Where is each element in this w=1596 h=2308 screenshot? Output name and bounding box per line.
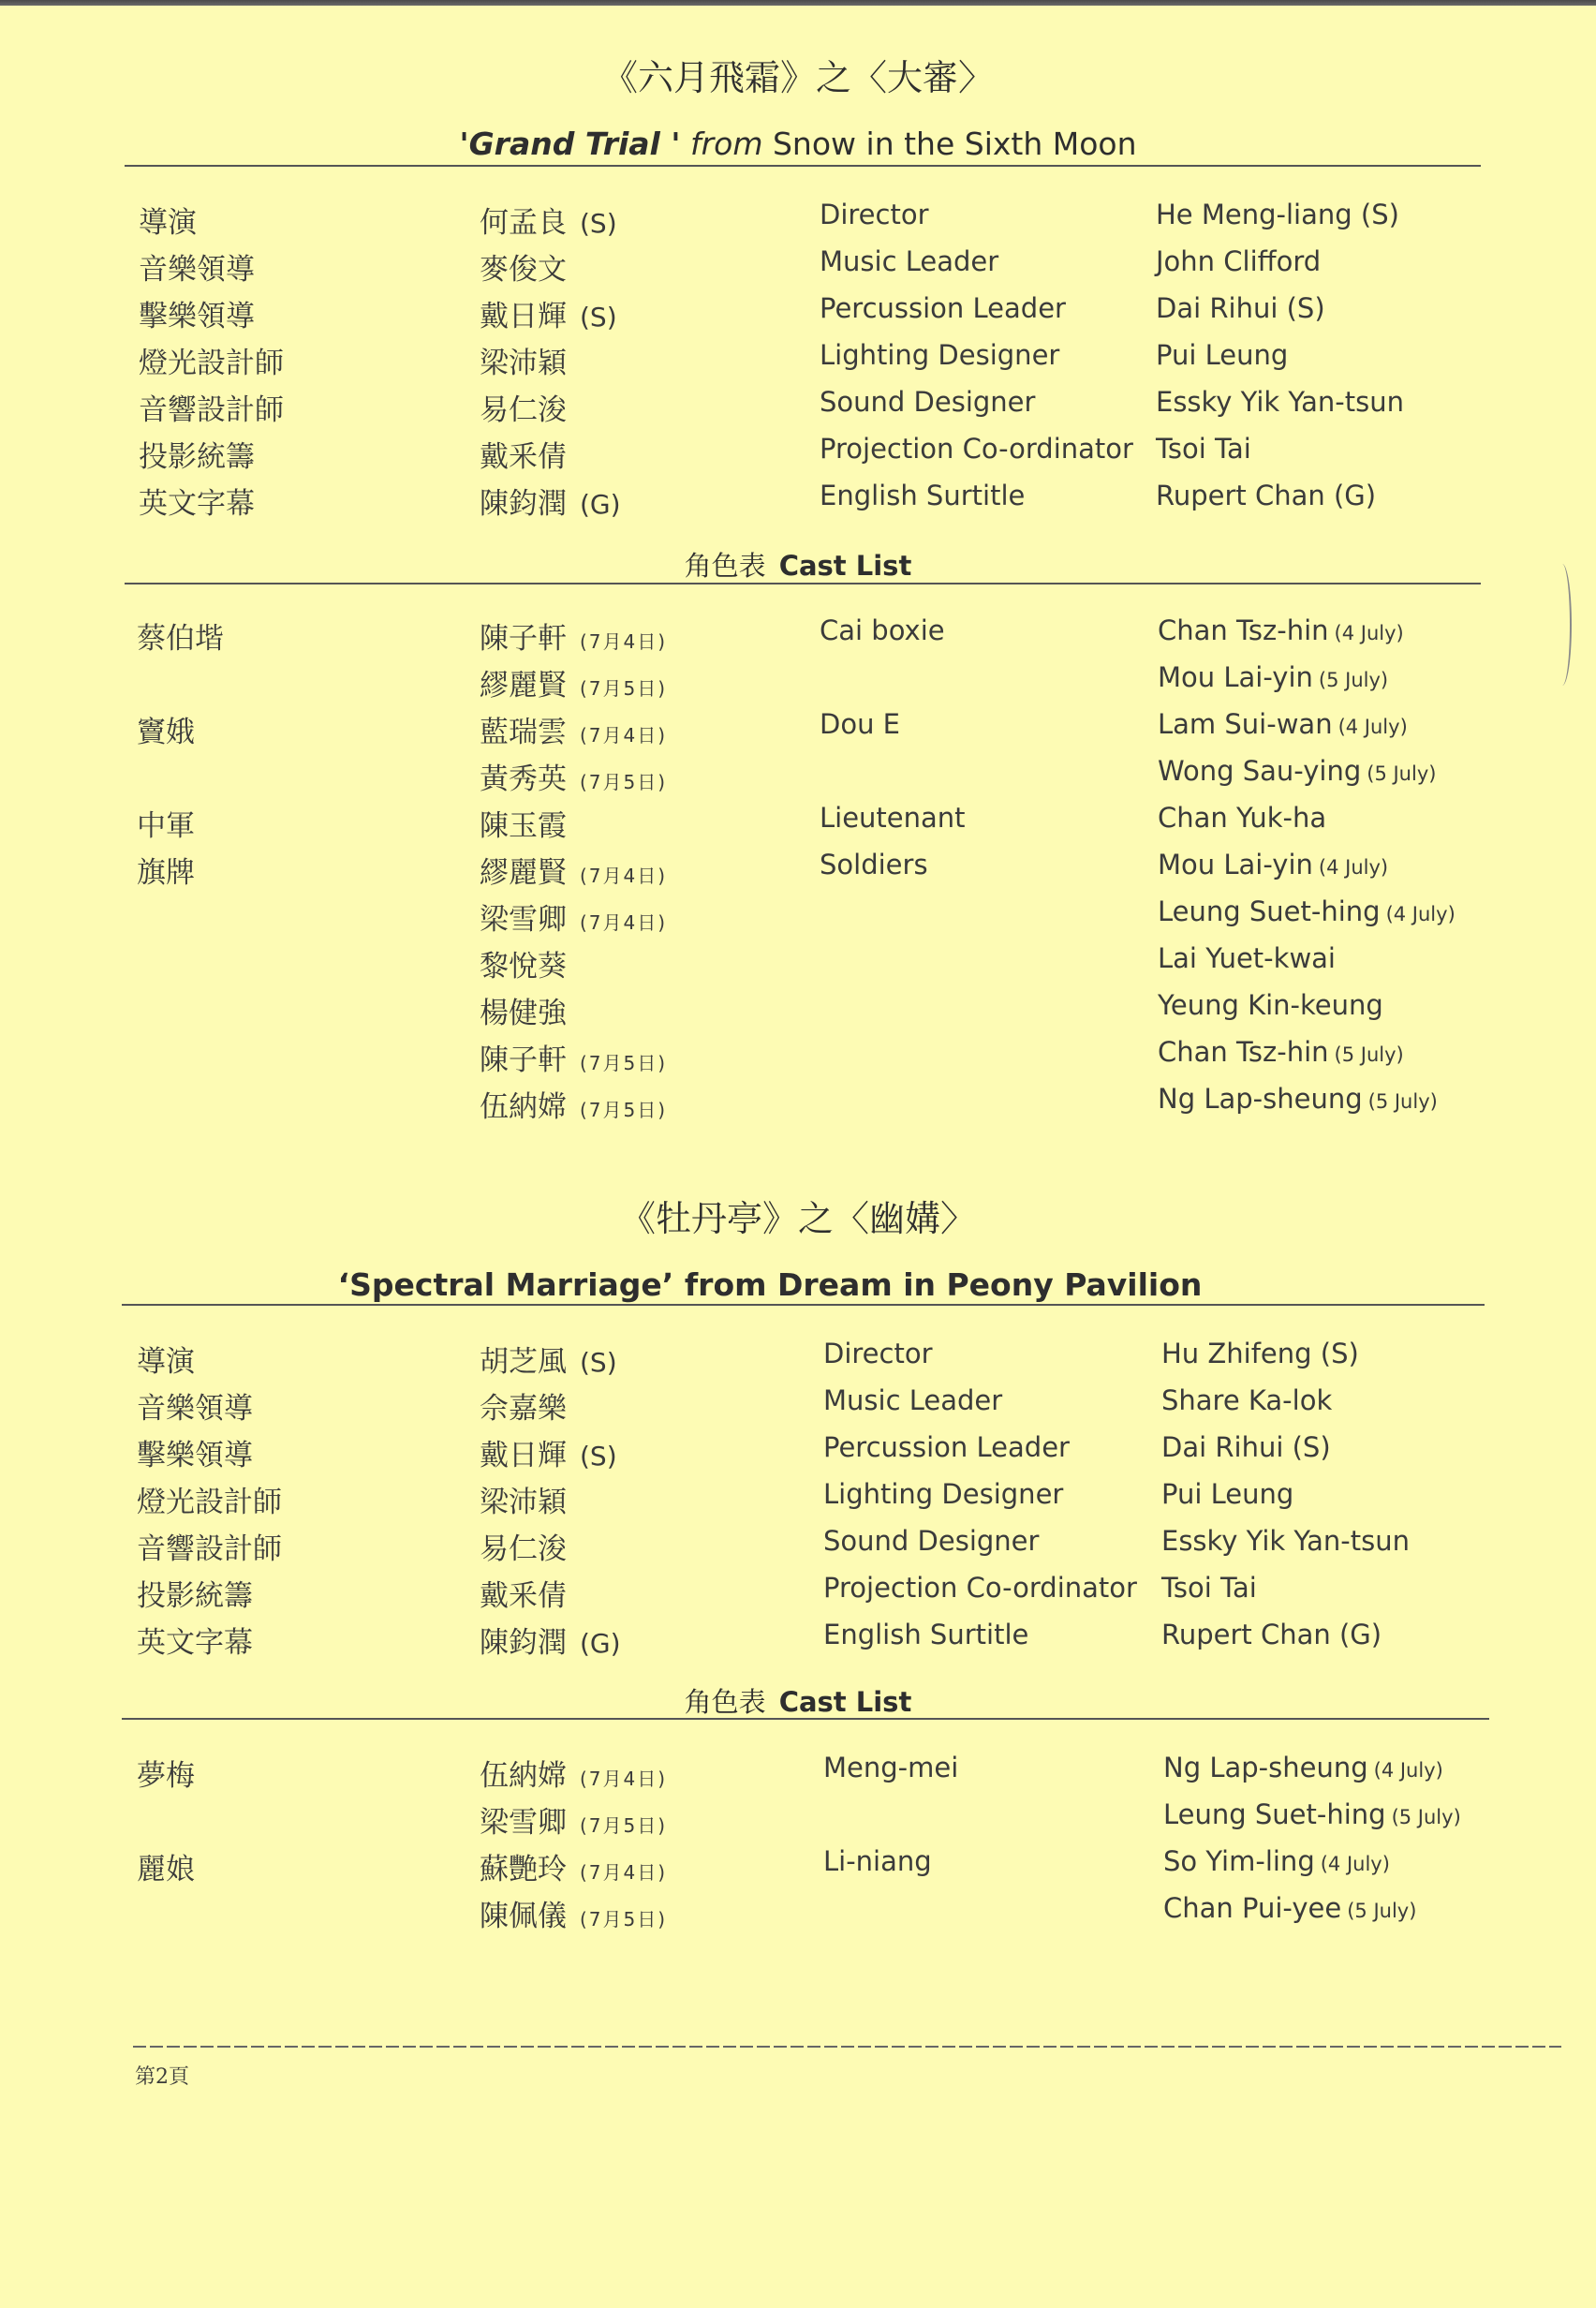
name-en: Ng Lap-sheung — [1158, 1083, 1363, 1115]
section2-cast-heading — [0, 1681, 1596, 1720]
name-en-cell — [1158, 802, 1326, 834]
date-en: (5 July) — [1367, 762, 1437, 785]
date-en: (5 July) — [1347, 1900, 1417, 1922]
role-zh: 擊樂領導 — [139, 300, 255, 333]
section2-cast-heading-zh: 角色表 — [684, 1686, 766, 1718]
role-zh: 音樂領導 — [137, 1392, 253, 1426]
name-zh: 梁雪卿 — [480, 1806, 567, 1840]
crew-row — [0, 1478, 1596, 1525]
name-en: Dai Rihui (S) — [1156, 292, 1325, 324]
role-zh: 燈光設計師 — [139, 347, 284, 380]
crew-row — [0, 1525, 1596, 1572]
name-en-cell — [1161, 1384, 1332, 1416]
role-zh: 音樂領導 — [139, 253, 255, 287]
role-en: Percussion Leader — [820, 292, 1066, 324]
name-zh-cell — [480, 802, 567, 844]
name-en-cell — [1161, 1478, 1293, 1510]
name-en-cell — [1156, 386, 1404, 418]
name-zh: 胡芝風 — [480, 1345, 567, 1379]
name-zh: 陳子軒 — [480, 1043, 567, 1077]
role-en: Soldiers — [820, 849, 928, 880]
designation-tag: (S) — [580, 208, 617, 239]
crew-row — [0, 199, 1596, 245]
role-zh: 中軍 — [137, 809, 195, 843]
cast-row — [0, 849, 1596, 895]
name-zh: 梁沛穎 — [480, 1486, 567, 1519]
name-zh: 陳玉霞 — [480, 809, 567, 843]
role-zh: 旗牌 — [137, 856, 195, 890]
name-zh-cell — [480, 1431, 617, 1473]
role-zh: 導演 — [137, 1345, 195, 1379]
role-en: Music Leader — [823, 1384, 1003, 1416]
date-en: (5 July) — [1318, 669, 1389, 691]
date-en: (4 July) — [1373, 1759, 1443, 1782]
name-en-cell — [1161, 1431, 1331, 1463]
name-en-cell — [1156, 199, 1399, 230]
name-en-cell — [1161, 1572, 1257, 1604]
section1-title-en — [0, 126, 1596, 162]
name-zh-cell — [480, 480, 621, 522]
role-en: Music Leader — [820, 245, 999, 277]
crew-row — [0, 1572, 1596, 1619]
name-zh-cell — [480, 433, 567, 475]
name-zh: 黎悅葵 — [480, 950, 567, 984]
role-en: Sound Designer — [820, 386, 1036, 418]
date-zh: (7月4日) — [580, 911, 668, 934]
name-zh: 梁沛穎 — [480, 347, 567, 380]
cast-row — [0, 1036, 1596, 1083]
crew-row — [0, 245, 1596, 292]
name-en-cell — [1163, 1892, 1416, 1924]
designation-tag: (S) — [580, 1441, 617, 1472]
name-zh: 陳佩儀 — [480, 1900, 567, 1933]
role-zh: 投影統籌 — [139, 440, 255, 474]
crew-row — [0, 480, 1596, 526]
name-zh-cell — [480, 1752, 667, 1794]
name-en: Yeung Kin-keung — [1158, 989, 1383, 1021]
role-en: English Surtitle — [823, 1619, 1029, 1650]
date-en: (5 July) — [1391, 1806, 1461, 1828]
name-en: Chan Pui-yee — [1163, 1892, 1342, 1924]
name-zh-cell — [480, 386, 567, 428]
name-zh: 藍瑞雲 — [480, 716, 567, 749]
section1-title-zh: 《六月飛霜》之〈大審〉 — [601, 57, 994, 98]
role-en: Lighting Designer — [820, 339, 1060, 371]
name-en-cell — [1163, 1752, 1443, 1783]
section1-cast-rule — [125, 583, 1481, 584]
date-zh: (7月4日) — [580, 724, 668, 747]
designation-tag: (G) — [580, 489, 621, 520]
name-zh: 戴釆倩 — [480, 440, 567, 474]
name-zh: 麥俊文 — [480, 253, 567, 287]
role-en: Li-niang — [823, 1845, 932, 1877]
name-zh-cell — [480, 614, 667, 657]
name-en-cell — [1158, 895, 1456, 927]
name-zh-cell — [480, 1845, 667, 1887]
name-zh: 易仁浚 — [480, 393, 567, 427]
section1-title-rule — [125, 165, 1481, 167]
name-en: Leung Suet-hing — [1163, 1798, 1386, 1830]
name-zh-cell — [480, 708, 667, 750]
date-en: (4 July) — [1334, 622, 1404, 644]
cast-row — [0, 614, 1596, 661]
section2-cast-rule — [122, 1718, 1489, 1720]
name-en-cell — [1158, 849, 1388, 880]
name-en-cell — [1158, 989, 1383, 1021]
name-en-cell — [1163, 1845, 1390, 1877]
name-en: Dai Rihui (S) — [1161, 1431, 1331, 1463]
name-zh: 繆麗賢 — [480, 856, 567, 890]
name-en-cell — [1158, 1083, 1438, 1115]
name-zh-cell — [480, 755, 667, 797]
name-zh: 伍納嫦 — [480, 1759, 567, 1793]
crew-row — [0, 1384, 1596, 1431]
name-en: Rupert Chan (G) — [1161, 1619, 1382, 1650]
name-zh: 繆麗賢 — [480, 669, 567, 703]
name-en-cell — [1158, 755, 1436, 787]
name-zh-cell — [480, 661, 667, 703]
date-zh: (7月4日) — [580, 630, 668, 653]
name-zh: 何孟良 — [480, 206, 567, 240]
date-en: (5 July) — [1367, 1090, 1438, 1113]
name-en-cell — [1156, 433, 1251, 465]
name-en: Chan Tsz-hin — [1158, 1036, 1329, 1068]
section1-title-from: from — [689, 126, 763, 162]
designation-tag: (G) — [580, 1628, 621, 1659]
role-zh: 麗娘 — [137, 1853, 195, 1886]
name-zh-cell — [480, 942, 567, 984]
name-zh-cell — [480, 1478, 567, 1520]
name-en-cell — [1161, 1525, 1410, 1557]
crew-row — [0, 386, 1596, 433]
name-zh-cell — [480, 1619, 621, 1661]
crew-row — [0, 1619, 1596, 1665]
cast-row — [0, 708, 1596, 755]
name-en: Lam Sui-wan — [1158, 708, 1333, 740]
role-zh: 英文字幕 — [137, 1626, 253, 1660]
name-zh-cell — [480, 1572, 567, 1614]
cast-row — [0, 661, 1596, 708]
name-en: He Meng-liang (S) — [1156, 199, 1399, 230]
name-en-cell — [1161, 1619, 1382, 1650]
cast-row — [0, 755, 1596, 802]
role-en: Cai boxie — [820, 614, 945, 646]
name-en: Lai Yuet-kwai — [1158, 942, 1336, 974]
date-zh: (7月5日) — [580, 1099, 668, 1121]
name-en: Mou Lai-yin — [1158, 661, 1313, 693]
name-en-cell — [1158, 1036, 1404, 1068]
cast-row — [0, 1083, 1596, 1130]
date-en: (4 July) — [1318, 856, 1389, 879]
date-zh: (7月4日) — [580, 865, 668, 887]
name-zh: 戴日輝 — [480, 1439, 567, 1472]
name-zh: 戴釆倩 — [480, 1579, 567, 1613]
name-zh-cell — [480, 989, 567, 1031]
top-border — [0, 0, 1596, 6]
date-zh: (7月4日) — [580, 1768, 668, 1790]
name-en: Hu Zhifeng (S) — [1161, 1338, 1359, 1369]
date-en: (5 July) — [1334, 1043, 1404, 1066]
name-zh-cell — [480, 849, 667, 891]
section2-title-rule — [122, 1304, 1485, 1306]
role-en: Lieutenant — [820, 802, 966, 834]
name-zh: 佘嘉樂 — [480, 1392, 567, 1426]
cast-row — [0, 1892, 1596, 1939]
name-zh-cell — [480, 1083, 667, 1125]
crew-row — [0, 1338, 1596, 1384]
role-en: Projection Co-ordinator — [823, 1572, 1137, 1604]
crew-row — [0, 433, 1596, 480]
name-en-cell — [1158, 942, 1336, 974]
role-zh: 導演 — [139, 206, 197, 240]
role-zh: 燈光設計師 — [137, 1486, 282, 1519]
name-en-cell — [1156, 245, 1321, 277]
cast-row — [0, 1798, 1596, 1845]
cast-row — [0, 1845, 1596, 1892]
name-en: Pui Leung — [1156, 339, 1289, 371]
role-zh: 音響設計師 — [139, 393, 284, 427]
name-en-cell — [1156, 480, 1376, 511]
cast-row — [0, 895, 1596, 942]
date-zh: (7月5日) — [580, 1908, 668, 1931]
role-en: Director — [820, 199, 929, 230]
name-en: Chan Yuk-ha — [1158, 802, 1327, 834]
cast-row — [0, 1752, 1596, 1798]
name-en: Ng Lap-sheung — [1163, 1752, 1368, 1783]
name-zh-cell — [480, 1384, 567, 1427]
name-zh-cell — [480, 292, 617, 334]
date-zh: (7月4日) — [580, 1861, 668, 1884]
cast-row — [0, 942, 1596, 989]
name-en-cell — [1158, 614, 1404, 646]
name-en-cell — [1163, 1798, 1461, 1830]
name-zh-cell — [480, 1525, 567, 1567]
page-number: 第2頁 — [135, 2065, 189, 2089]
role-en: English Surtitle — [820, 480, 1026, 511]
cast-row — [0, 802, 1596, 849]
name-en-cell — [1158, 708, 1408, 740]
role-en: Lighting Designer — [823, 1478, 1064, 1510]
crew-row — [0, 1431, 1596, 1478]
name-en-cell — [1158, 661, 1388, 693]
date-zh: (7月5日) — [580, 771, 668, 793]
section2-title-en: ‘Spectral Marriage’ from Dream in Peony Pavilion — [337, 1266, 1203, 1303]
name-zh: 伍納嫦 — [480, 1090, 567, 1124]
name-en-cell — [1156, 339, 1288, 371]
name-zh: 陳子軒 — [480, 622, 567, 656]
role-zh: 夢梅 — [137, 1759, 195, 1793]
section2-cast-heading-en: Cast List — [778, 1686, 912, 1718]
role-zh: 蔡伯堦 — [137, 622, 224, 656]
role-zh: 擊樂領導 — [137, 1439, 253, 1472]
name-zh: 戴日輝 — [480, 300, 567, 333]
name-zh-cell — [480, 339, 567, 381]
name-en: Rupert Chan (G) — [1156, 480, 1377, 511]
role-zh: 投影統籌 — [137, 1579, 253, 1613]
name-en: Essky Yik Yan-tsun — [1161, 1525, 1411, 1557]
section1-cast-heading — [0, 545, 1596, 584]
name-en: So Yim-ling — [1163, 1845, 1315, 1877]
date-zh: (7月5日) — [580, 1052, 668, 1074]
date-en: (4 July) — [1385, 903, 1456, 925]
name-zh: 黃秀英 — [480, 762, 567, 796]
name-zh-cell — [480, 1036, 667, 1078]
name-zh-cell — [480, 1338, 617, 1380]
role-zh: 英文字幕 — [139, 487, 255, 521]
date-en: (4 July) — [1337, 716, 1408, 738]
name-zh: 陳鈞潤 — [480, 1626, 567, 1660]
section1-title-quote: 'Grand Trial ' — [459, 126, 681, 162]
name-en: Tsoi Tai — [1156, 433, 1251, 465]
date-zh: (7月5日) — [580, 1814, 668, 1837]
name-en: John Clifford — [1156, 245, 1322, 277]
name-zh-cell — [480, 1798, 667, 1841]
role-zh: 竇娥 — [137, 716, 195, 749]
section1-title-rest: Snow in the Sixth Moon — [762, 126, 1137, 162]
name-en: Pui Leung — [1161, 1478, 1294, 1510]
section2-title-zh: 《牡丹亭》之〈幽媾〉 — [619, 1198, 976, 1239]
name-en: Leung Suet-hing — [1158, 895, 1381, 927]
date-en: (4 July) — [1320, 1853, 1390, 1875]
footer-rule — [133, 2046, 1561, 2048]
name-zh: 梁雪卿 — [480, 903, 567, 937]
role-en: Projection Co-ordinator — [820, 433, 1133, 465]
role-zh: 音響設計師 — [137, 1532, 282, 1566]
name-zh: 陳鈞潤 — [480, 487, 567, 521]
name-zh: 楊健強 — [480, 997, 567, 1030]
name-en: Share Ka-lok — [1161, 1384, 1333, 1416]
crew-row — [0, 292, 1596, 339]
name-en: Essky Yik Yan-tsun — [1156, 386, 1405, 418]
name-en-cell — [1161, 1338, 1359, 1369]
name-en: Chan Tsz-hin — [1158, 614, 1329, 646]
name-en: Wong Sau-ying — [1158, 755, 1362, 787]
name-en-cell — [1156, 292, 1325, 324]
name-zh-cell — [480, 199, 617, 241]
name-en: Tsoi Tai — [1161, 1572, 1257, 1604]
cast-row — [0, 989, 1596, 1036]
name-zh-cell — [480, 1892, 667, 1934]
date-zh: (7月5日) — [580, 677, 668, 700]
name-en: Mou Lai-yin — [1158, 849, 1313, 880]
role-en: Dou E — [820, 708, 900, 740]
section1-cast-heading-zh: 角色表 — [684, 550, 766, 582]
name-zh: 蘇艷玲 — [480, 1853, 567, 1886]
name-zh-cell — [480, 895, 667, 938]
name-zh: 易仁浚 — [480, 1532, 567, 1566]
role-en: Percussion Leader — [823, 1431, 1070, 1463]
designation-tag: (S) — [580, 1347, 617, 1378]
role-en: Meng-mei — [823, 1752, 959, 1783]
role-en: Sound Designer — [823, 1525, 1040, 1557]
section1-cast-heading-en: Cast List — [778, 550, 912, 582]
designation-tag: (S) — [580, 302, 617, 333]
role-en: Director — [823, 1338, 933, 1369]
name-zh-cell — [480, 245, 567, 288]
crew-row — [0, 339, 1596, 386]
